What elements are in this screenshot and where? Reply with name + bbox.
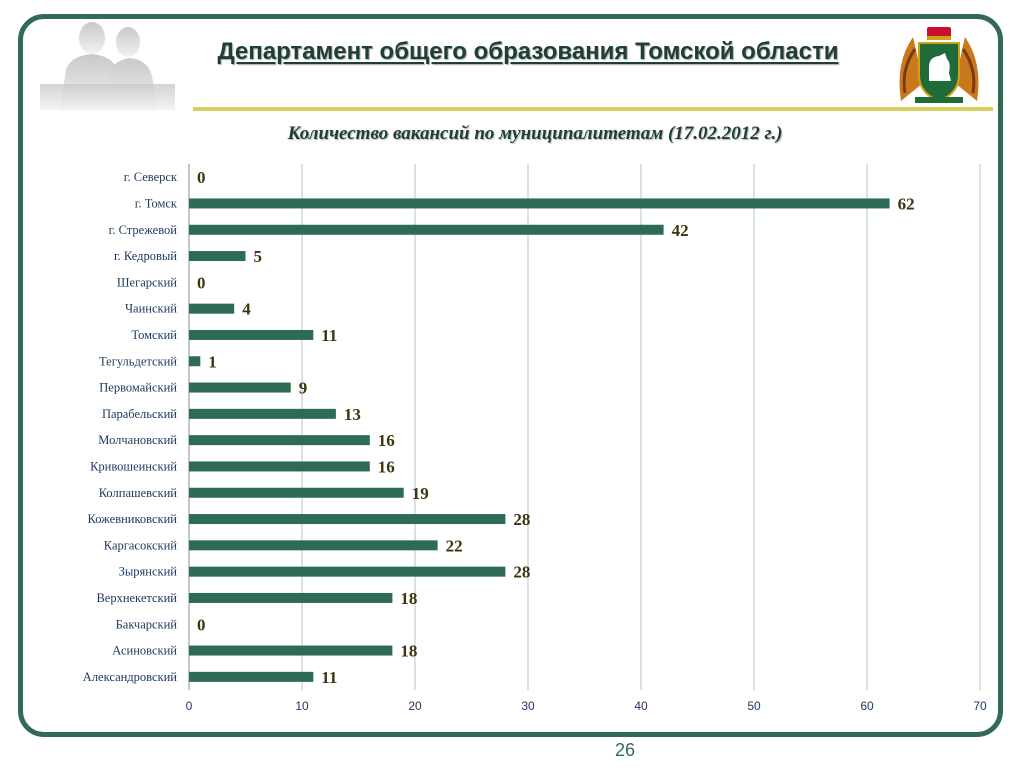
y-tick-label: г. Кедровый [113,249,177,264]
bar [189,567,505,577]
data-label: 0 [197,273,206,293]
bar [189,488,404,498]
y-tick-label: Кожевниковский [87,512,177,527]
bar [189,593,392,603]
data-label: 18 [400,641,418,661]
x-tick-label: 10 [295,699,309,713]
data-label: 1 [208,352,217,372]
data-label: 62 [897,194,915,214]
y-tick-label: Молчановский [98,433,177,448]
y-tick-label: Первомайский [99,380,177,395]
bar [189,461,370,471]
y-tick-label: Александровский [82,669,177,684]
y-tick-label: Тегульдетский [99,354,177,369]
bar [189,251,246,261]
bar [189,225,664,235]
y-tick-label: Бакчарский [115,617,177,632]
bar [189,672,313,682]
y-tick-label: г. Стрежевой [108,222,177,237]
x-tick-label: 40 [634,699,648,713]
y-tick-label: Каргасокский [103,538,177,553]
page-number: 26 [614,740,636,760]
y-tick-label: г. Томск [134,196,177,211]
x-tick-label: 70 [973,699,987,713]
y-tick-label: Томский [131,327,177,342]
bar [189,540,438,550]
x-tick-label: 60 [860,699,874,713]
bar [189,330,313,340]
bar [189,514,505,524]
data-label: 16 [377,457,395,477]
y-tick-label: Асиновский [112,643,177,658]
bar [189,435,370,445]
data-label: 9 [298,378,308,398]
data-label: 18 [400,588,418,608]
data-label: 4 [242,299,251,319]
data-label: 22 [445,536,463,556]
data-label: 19 [411,483,429,503]
bar [189,383,291,393]
data-label: 28 [513,562,531,582]
chart-title: Количество вакансий по муниципалитетам (17.02.2012 г.) [287,123,783,144]
data-label: 16 [377,431,395,451]
x-tick-label: 30 [521,699,535,713]
y-tick-label: Зырянский [118,564,177,579]
bar [189,304,234,314]
data-label: 11 [321,325,338,345]
data-label: 0 [197,168,206,188]
y-tick-label: Верхнекетский [96,590,177,605]
page-title: Департамент общего образования Томской области [217,38,839,65]
bar [189,409,336,419]
bar [189,356,200,366]
x-tick-label: 0 [185,699,193,713]
data-label: 0 [197,615,206,635]
y-tick-label: Чаинский [124,301,177,316]
data-label: 28 [513,510,531,530]
data-label: 5 [253,247,262,267]
y-tick-label: г. Северск [123,170,177,185]
x-tick-label: 50 [747,699,761,713]
y-tick-label: Шегарский [116,275,177,290]
y-tick-label: Парабельский [101,406,177,421]
y-tick-label: Колпашевский [98,485,177,500]
bar [189,198,890,208]
x-tick-label: 20 [408,699,422,713]
y-tick-label: Кривошеинский [90,459,177,474]
data-label: 11 [321,667,338,687]
data-label: 42 [671,220,689,240]
data-label: 13 [343,404,361,424]
bar [189,646,392,656]
